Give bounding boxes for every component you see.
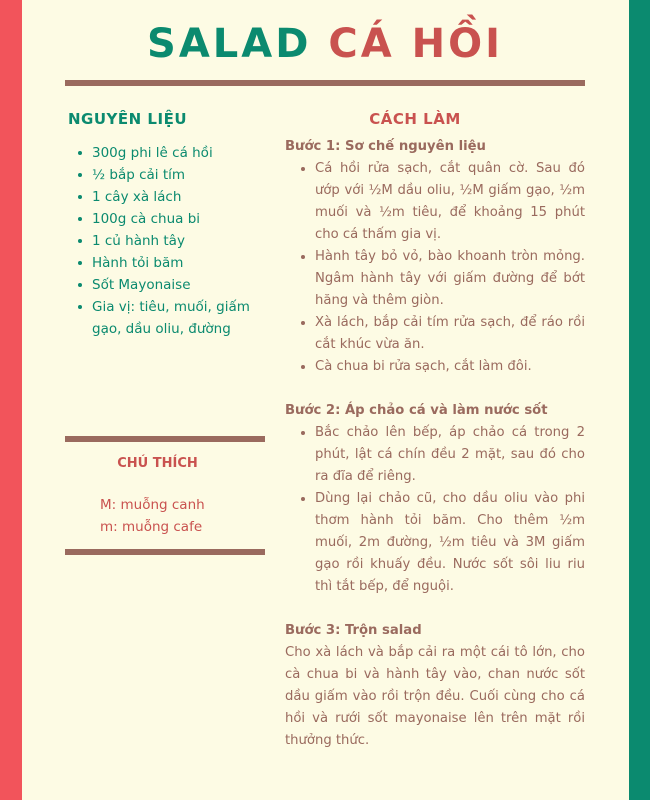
ingredients-list — [68, 142, 272, 340]
page-title — [0, 22, 650, 66]
notes-body — [100, 494, 205, 538]
ingredient-item: Hành tỏi băm — [92, 252, 272, 274]
ingredient-item: Sốt Mayonaise — [92, 274, 272, 296]
ingredient-item: 1 cây xà lách — [92, 186, 272, 208]
method-body — [285, 136, 585, 752]
left-red-border — [0, 0, 22, 800]
ingredients-heading: NGUYÊN LIỆU — [68, 110, 187, 128]
step-1-item: Cá hồi rửa sạch, cắt quân cờ. Sau đó ướp với ½M dầu oliu, ½M giấm gạo, ½m muối và ½m tiêu, để khoảng 15 phút cho cá thấm gia vị. — [315, 158, 585, 246]
step-2-title: Bước 2: Áp chảo cá và làm nước sốt — [285, 403, 548, 418]
ingredient-item: Gia vị: tiêu, muối, giấm gạo, dầu oliu, đường — [92, 296, 272, 340]
title-part-salad: SALAD — [147, 21, 329, 67]
step-1-item: Cà chua bi rửa sạch, cắt làm đôi. — [315, 356, 585, 378]
note-line: M: muỗng canh — [100, 497, 205, 513]
ingredient-item: 1 củ hành tây — [92, 230, 272, 252]
note-line: m: muỗng cafe — [100, 519, 203, 535]
step-3-title: Bước 3: Trộn salad — [285, 623, 422, 638]
step-1-item: Hành tây bỏ vỏ, bào khoanh tròn mỏng. Ngâm hành tây với giấm đường để bớt hăng và thêm giòn. — [315, 246, 585, 312]
right-green-border — [629, 0, 650, 800]
step-1-list — [285, 158, 585, 378]
step-1-title: Bước 1: Sơ chế nguyên liệu — [285, 139, 486, 154]
title-divider — [65, 80, 585, 86]
notes-top-divider — [65, 436, 265, 442]
step-1-item: Xà lách, bắp cải tím rửa sạch, để ráo rồi cắt khúc vừa ăn. — [315, 312, 585, 356]
method-heading: CÁCH LÀM — [369, 110, 461, 128]
notes-bottom-divider — [65, 549, 265, 555]
step-2-item: Bắc chảo lên bếp, áp chảo cá trong 2 phút, lật cá chín đều 2 mặt, sau đó cho ra đĩa để riêng. — [315, 422, 585, 488]
ingredient-item: 100g cà chua bi — [92, 208, 272, 230]
step-2-list — [285, 422, 585, 598]
ingredient-item: ½ bắp cải tím — [92, 164, 272, 186]
notes-heading: CHÚ THÍCH — [117, 456, 198, 471]
ingredient-item: 300g phi lê cá hồi — [92, 142, 272, 164]
step-2-item: Dùng lại chảo cũ, cho dầu oliu vào phi thơm hành tỏi băm. Cho thêm ½m muối, 2m đường, ½m tiêu và 3M giấm gạo rồi khuấy đều. Nước sốt sôi liu riu thì tắt bếp, để nguội. — [315, 488, 585, 598]
title-part-ca-hoi: CÁ HỒI — [328, 21, 503, 67]
step-3-text: Cho xà lách và bắp cải ra một cái tô lớn, cho cà chua bi và hành tây vào, chan nước sốt dầu giấm vào rồi trộn đều. Cuối cùng cho cá hồi và rưới sốt mayonaise lên trên mặt rồi thưởng thức. — [285, 645, 585, 748]
